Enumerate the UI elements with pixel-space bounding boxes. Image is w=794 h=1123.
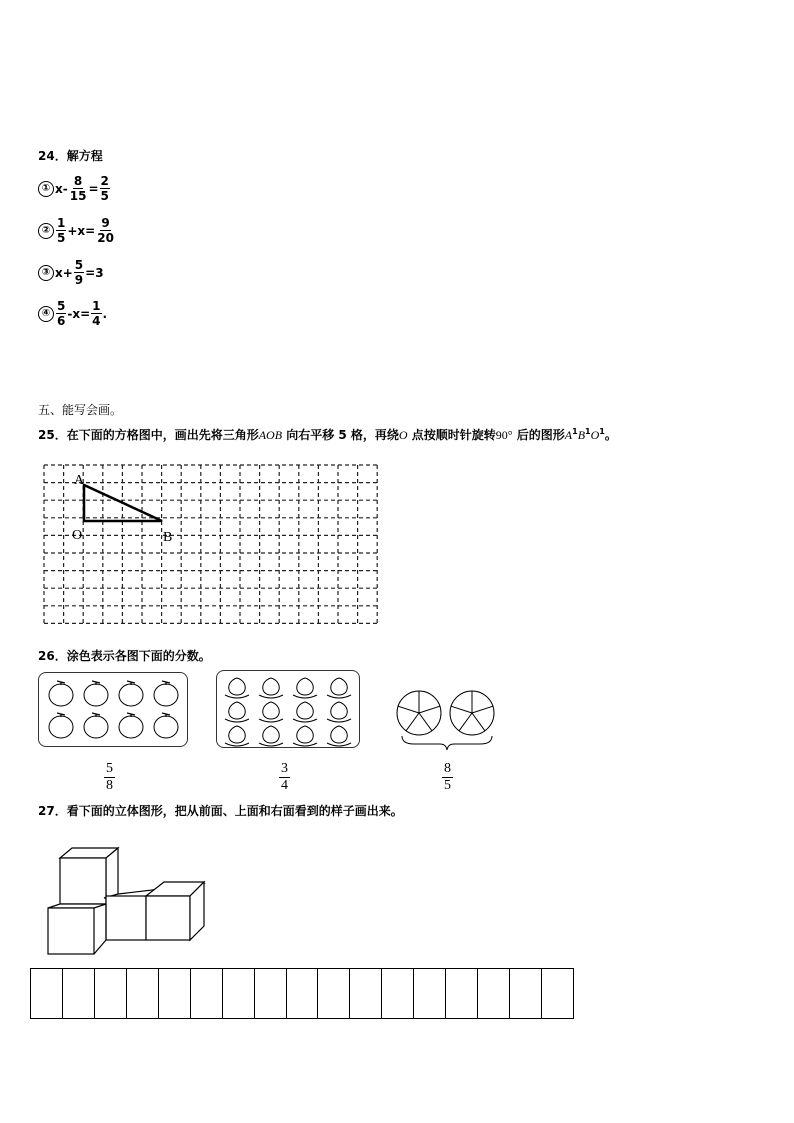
apple-icon	[119, 716, 143, 738]
q25-grid	[40, 461, 382, 625]
answer-cell[interactable]	[446, 969, 478, 1018]
point-a-label: A	[74, 473, 85, 488]
apples-illustration	[39, 673, 189, 748]
eq3-pre: x+	[55, 265, 73, 280]
eq2-mid: +x=	[67, 223, 96, 238]
circles-illustration	[394, 688, 498, 754]
peach-icon	[297, 702, 314, 719]
point-o-label: O	[72, 528, 83, 543]
label-90-degrees: 90°	[495, 428, 513, 442]
label-o: O	[398, 428, 408, 442]
q26-title: 26．涂色表示各图下面的分数。	[38, 649, 211, 663]
peach-icon	[263, 678, 280, 695]
equation-4	[38, 299, 107, 328]
eq1-pre: x-	[55, 181, 68, 196]
circled-number-1: ①	[38, 181, 54, 197]
label-aob: AOB	[258, 428, 283, 442]
peach-icon	[331, 702, 348, 719]
eq1-mid: =	[88, 181, 99, 196]
apple-icon	[154, 716, 178, 738]
eq4-mid: -x=	[67, 306, 91, 321]
answer-cell[interactable]	[318, 969, 350, 1018]
apple-icon	[84, 684, 108, 706]
circled-number-3: ③	[38, 265, 54, 281]
answer-cell[interactable]	[542, 969, 573, 1018]
apple-icon	[49, 716, 73, 738]
answer-grid-strip[interactable]	[30, 968, 574, 1019]
answer-cell[interactable]	[127, 969, 159, 1018]
answer-cell[interactable]	[287, 969, 319, 1018]
apple-icon	[84, 716, 108, 738]
q25-text: 25．在下面的方格图中，画出先将三角形AOB 向右平移 5 格，再绕O 点按顺时针旋转90° 后的图形$A^1B^1O^1$。	[38, 427, 617, 442]
answer-cell[interactable]	[350, 969, 382, 1018]
answer-cell[interactable]	[478, 969, 510, 1018]
peach-icon	[229, 678, 246, 695]
eq3-post: =3	[85, 265, 104, 280]
cube-stack-illustration	[44, 838, 208, 958]
eq1-fraction-1: $\frac{8}{15}$	[69, 174, 87, 203]
eq4-post: .	[102, 306, 108, 321]
equation-1	[38, 174, 111, 203]
answer-cell[interactable]	[159, 969, 191, 1018]
peaches-illustration	[217, 671, 361, 749]
circled-number-4: ④	[38, 306, 54, 322]
eq4-fraction-2: $\frac{1}{4}$	[92, 299, 101, 328]
fraction-5-8: 5 8	[106, 761, 113, 793]
peach-icon	[229, 726, 246, 743]
apples-box	[38, 672, 188, 747]
answer-cell[interactable]	[255, 969, 287, 1018]
peach-icon	[263, 702, 280, 719]
answer-cell[interactable]	[382, 969, 414, 1018]
apple-icon	[119, 684, 143, 706]
brace-icon	[402, 736, 492, 750]
peach-icon	[331, 726, 348, 743]
eq2-fraction-1: $\frac{1}{5}$	[57, 216, 66, 245]
answer-cell[interactable]	[510, 969, 542, 1018]
answer-cell[interactable]	[95, 969, 127, 1018]
fraction-3-4: 3 4	[281, 761, 288, 793]
q27-title: 27．看下面的立体图形，把从前面、上面和右面看到的样子画出来。	[38, 804, 403, 818]
peach-icon	[297, 678, 314, 695]
peach-icon	[263, 726, 280, 743]
apple-icon	[49, 684, 73, 706]
eq2-fraction-2: $\frac{9}{20}$	[97, 216, 114, 245]
eq3-fraction-1: $\frac{5}{9}$	[74, 258, 84, 287]
eq1-fraction-2: $\frac{2}{5}$	[100, 174, 109, 203]
q24-title: 24．解方程	[38, 149, 103, 163]
answer-cell[interactable]	[414, 969, 446, 1018]
point-b-label: B	[163, 530, 173, 545]
peach-icon	[297, 726, 314, 743]
equation-2	[38, 216, 116, 245]
peach-icon	[331, 678, 348, 695]
peaches-box	[216, 670, 360, 748]
peach-icon	[229, 702, 246, 719]
section-5-title: 五、能写会画。	[38, 403, 123, 417]
answer-cell[interactable]	[63, 969, 95, 1018]
answer-cell[interactable]	[191, 969, 223, 1018]
equation-3	[38, 258, 104, 287]
eq4-fraction-1: $\frac{5}{6}$	[57, 299, 66, 328]
fraction-8-5: 8 5	[444, 761, 451, 793]
circled-number-2: ②	[38, 223, 54, 239]
answer-cell[interactable]	[31, 969, 63, 1018]
apple-icon	[154, 684, 178, 706]
answer-cell[interactable]	[223, 969, 255, 1018]
